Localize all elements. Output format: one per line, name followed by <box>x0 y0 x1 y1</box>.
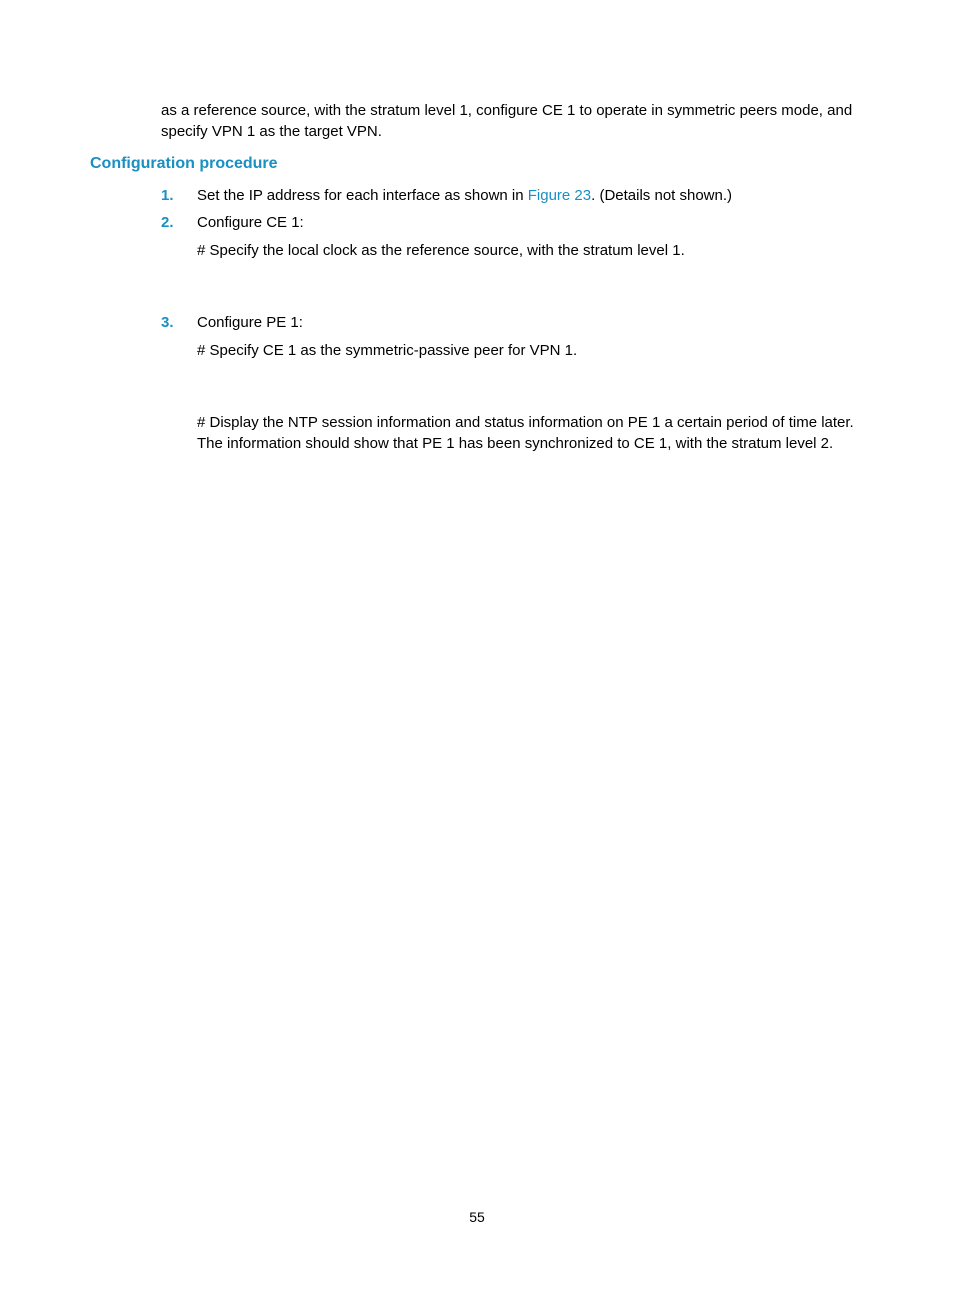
intro-line-1: as a reference source, with the stratum level 1, configure CE 1 to operate in symmetric peers mode, and <box>161 102 853 119</box>
section-heading: Configuration procedure <box>90 155 278 172</box>
step-text: Configure CE 1: <box>197 214 304 231</box>
step-number: 2. <box>161 214 174 231</box>
step-number: 1. <box>161 187 174 204</box>
intro-paragraph <box>161 100 865 142</box>
display-note-line-1: # Display the NTP session information and status information on PE 1 a certain period of time later. <box>197 414 854 431</box>
step-number: 3. <box>161 314 174 331</box>
page-number: 55 <box>469 1209 485 1225</box>
step-text-before: Set the IP address for each interface as shown in <box>197 187 528 204</box>
display-note-line-2: The information should show that PE 1 has been synchronized to CE 1, with the stratum level 2. <box>197 435 834 452</box>
step-text: Configure PE 1: <box>197 314 303 331</box>
step-text <box>197 185 732 206</box>
display-note <box>197 412 865 454</box>
step-text-after: . (Details not shown.) <box>591 187 733 204</box>
step-3-note: # Specify CE 1 as the symmetric-passive peer for VPN 1. <box>197 342 578 359</box>
figure-link[interactable]: Figure 23 <box>527 187 592 204</box>
intro-line-2: specify VPN 1 as the target VPN. <box>161 123 382 140</box>
step-2-note: # Specify the local clock as the reference source, with the stratum level 1. <box>197 242 685 259</box>
